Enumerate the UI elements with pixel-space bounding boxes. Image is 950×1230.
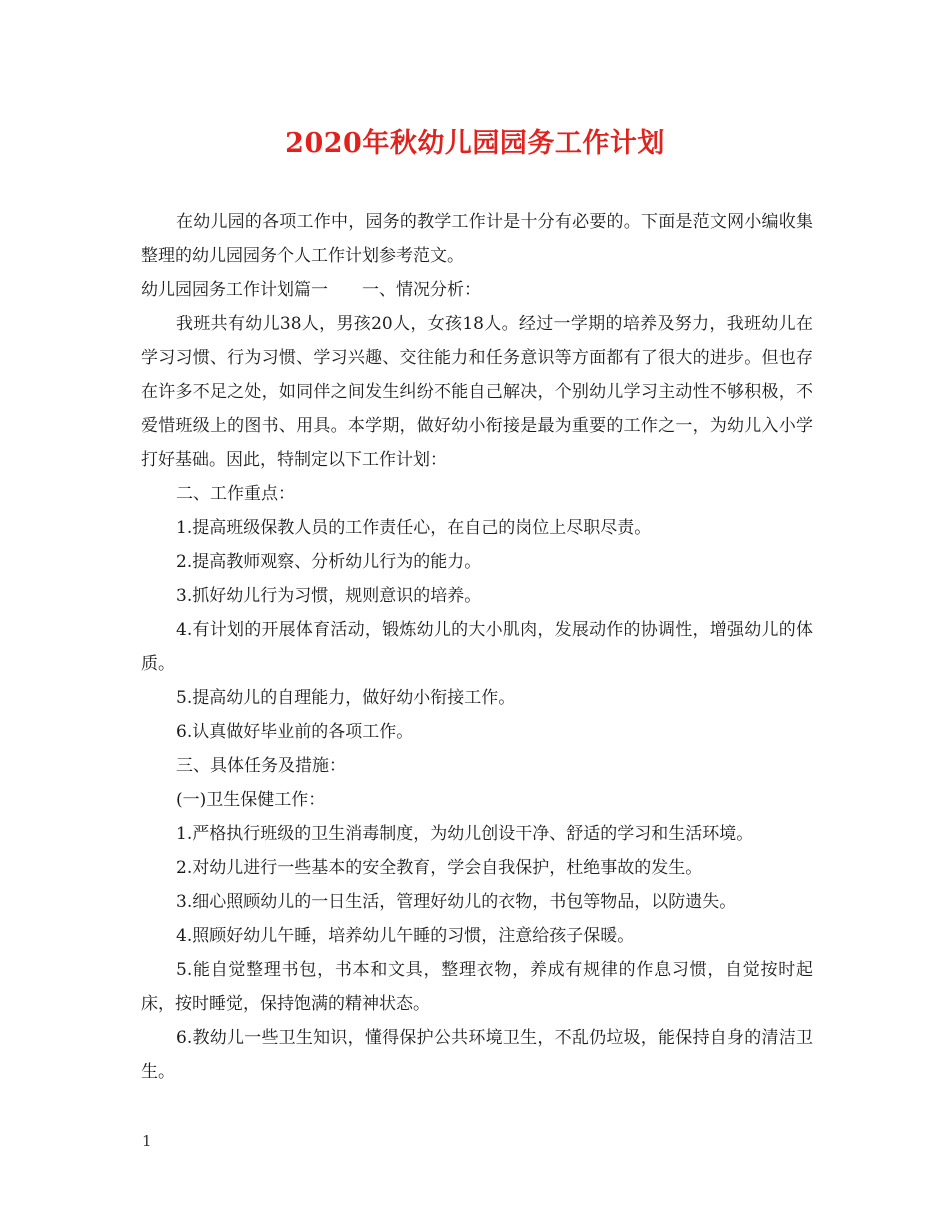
paragraph: 1.提高班级保教人员的工作责任心，在自己的岗位上尽职尽责。: [176, 518, 652, 538]
paragraph: 4.照顾好幼儿午睡，培养幼儿午睡的习惯，注意给孩子保暖。: [176, 926, 635, 946]
paragraph: 4.有计划的开展体育活动，锻炼幼儿的大小肌肉，发展动作的协调性，增强幼儿的体质。: [141, 620, 813, 674]
paragraph: 3.抓好幼儿行为习惯，规则意识的培养。: [176, 586, 482, 606]
paragraph: 6.教幼儿一些卫生知识，懂得保护公共环境卫生，不乱仍垃圾，能保持自身的清洁卫生。: [141, 1028, 813, 1082]
paragraph: 2.提高教师观察、分析幼儿行为的能力。: [176, 552, 482, 572]
paragraph: 5.提高幼儿的自理能力，做好幼小衔接工作。: [176, 688, 516, 708]
document-title: 2020年秋幼儿园园务工作计划: [285, 128, 665, 159]
page-number: 1: [142, 1132, 152, 1150]
paragraph: (一)卫生保健工作：: [176, 790, 326, 810]
paragraph: 1.严格执行班级的卫生消毒制度，为幼儿创设干净、舒适的学习和生活环境。: [176, 824, 754, 844]
paragraph: 我班共有幼儿38人，男孩20人，女孩18人。经过一学期的培养及努力，我班幼儿在学习习惯、行为习惯、学习兴趣、交往能力和任务意识等方面都有了很大的进步。但也存在许多不足之处，如同伴之间发生纠纷不能自己解决，个别幼儿学习主动性不够积极，不爱惜班级上的图书、用具。本学期，做好幼小衔接是最为重要的工作之一，为幼儿入小学打好基础。因此，特制定以下工作计划：: [141, 314, 813, 470]
paragraph: 二、工作重点：: [176, 484, 295, 504]
paragraph: 幼儿园园务工作计划篇一 一、情况分析：: [141, 280, 481, 300]
document-body: [141, 205, 813, 1089]
paragraph: 6.认真做好毕业前的各项工作。: [176, 722, 414, 742]
paragraph: 5.能自觉整理书包，书本和文具，整理衣物，养成有规律的作息习惯，自觉按时起床，按时睡觉，保持饱满的精神状态。: [141, 960, 813, 1014]
paragraph: 2.对幼儿进行一些基本的安全教育，学会自我保护，杜绝事故的发生。: [176, 858, 703, 878]
paragraph: 三、具体任务及措施：: [176, 756, 346, 776]
paragraph: 在幼儿园的各项工作中，园务的教学工作计是十分有必要的。下面是范文网小编收集整理的幼儿园园务个人工作计划参考范文。: [141, 212, 813, 266]
paragraph: 3.细心照顾幼儿的一日生活，管理好幼儿的衣物，书包等物品，以防遗失。: [176, 892, 737, 912]
